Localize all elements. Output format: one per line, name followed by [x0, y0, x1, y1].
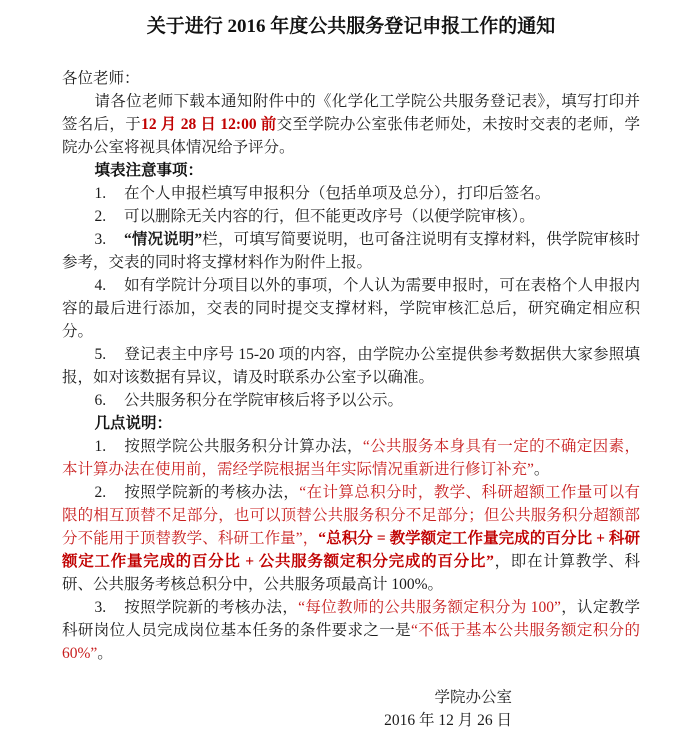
- note-item-6: [62, 389, 640, 412]
- intro-paragraph: [62, 90, 640, 159]
- remark-item-3-red-quote-1: “每位教师的公共服务额定积分为 100”: [298, 599, 561, 616]
- note-item-1: [62, 182, 640, 205]
- remark-item-1-tail: 。: [533, 461, 550, 478]
- signature-block: [62, 686, 640, 732]
- remark-item-1: [62, 435, 640, 481]
- remark-item-3: [62, 596, 640, 665]
- note-item-3-number: 3.: [94, 231, 107, 248]
- note-item-5-text: 登记表主中序号 15-20 项的内容，由学院办公室提供参考数据供大家参照填报，如对该数据有异议，请及时联系办公室予以确准。: [62, 346, 640, 386]
- note-item-2-text: 可以删除无关内容的行，但不能更改序号（以便学院审核）。: [123, 208, 535, 225]
- signature-org: 学院办公室: [434, 689, 512, 706]
- remark-item-3-red-quote-2: “不低于基本公共服务额定积分的 60%”: [62, 622, 640, 662]
- remark-item-2-formula: “总积分 = 教学额定工作量完成的百分比 + 科研额定工作量完成的百分比 + 公共服务额定积分完成的百分比”: [62, 530, 640, 570]
- intro-text-post: 交至学院办公室张伟老师处，未按时交表的老师，学院办公室将视具体情况给予评分。: [62, 116, 640, 156]
- note-item-4-text: 如有学院计分项目以外的事项，个人认为需要申报时，可在表格个人申报内容的最后进行添加，交表的同时提交支撑材料，学院审核汇总后，研究确定相应积分。: [62, 277, 640, 340]
- intro-text-pre: 请各位老师下载本通知附件中的《化学化工学院公共服务登记表》，填写打印并签名后，于: [62, 93, 640, 133]
- remark-item-3-lead: 按照学院新的考核办法，: [123, 599, 299, 616]
- document-title: 关于进行 2016 年度公共服务登记申报工作的通知: [146, 16, 556, 37]
- note-item-5-number: 5.: [94, 346, 107, 363]
- remark-item-2-number: 2.: [94, 484, 107, 501]
- note-item-6-text: 公共服务积分在学院审核后将予以公示。: [123, 392, 403, 409]
- note-item-1-number: 1.: [94, 185, 107, 202]
- remark-item-1-red-quote: “公共服务本身具有一定的不确定因素，本计算办法在使用前，需经学院根据当年实际情况重新进行修订补充”: [62, 438, 640, 478]
- remark-item-2-red-quote: “在计算总积分时，教学、科研超额工作量可以有限的相互顶替不足部分，也可以顶替公共服务积分不足部分；但公共服务积分超额部分不能用于顶替教学、科研工作量”，: [62, 484, 640, 547]
- note-item-2: [62, 205, 640, 228]
- remark-item-3-number: 3.: [94, 599, 107, 616]
- remarks-section-heading: 几点说明：: [94, 415, 173, 432]
- remark-item-2-lead: 按照学院新的考核办法，: [123, 484, 300, 501]
- note-item-3-quoted-term: “情况说明”: [123, 231, 203, 248]
- note-item-2-number: 2.: [94, 208, 107, 225]
- remark-item-2: [62, 481, 640, 596]
- remark-item-1-number: 1.: [94, 438, 107, 455]
- note-item-6-number: 6.: [94, 392, 107, 409]
- deadline-highlight: 12 月 28 日 12:00 前: [141, 116, 277, 133]
- note-item-3: [62, 228, 640, 274]
- note-item-1-text: 在个人申报栏填写申报积分（包括单项及总分），打印后签名。: [123, 185, 551, 202]
- note-item-3-text: 栏，可填写简要说明，也可备注说明有支撑材料，供学院审核时参考，交表的同时将支撑材料作为附件上报。: [62, 231, 640, 271]
- remark-item-2-tail: ，即在计算教学、科研、公共服务考核总积分中，公共服务项最高计 100%。: [62, 553, 640, 593]
- signature-date: 2016 年 12 月 26 日: [384, 712, 512, 729]
- remark-item-1-lead: 按照学院公共服务积分计算办法，: [123, 438, 363, 455]
- notes-section-heading: 填表注意事项：: [94, 162, 204, 179]
- salutation: 各位老师：: [62, 70, 140, 87]
- note-item-4: [62, 274, 640, 343]
- note-item-4-number: 4.: [94, 277, 107, 294]
- remark-item-3-tail: 。: [97, 645, 113, 662]
- note-item-5: [62, 343, 640, 389]
- remark-item-3-mid: ，认定教学科研岗位人员完成岗位基本任务的条件要求之一是: [62, 599, 640, 639]
